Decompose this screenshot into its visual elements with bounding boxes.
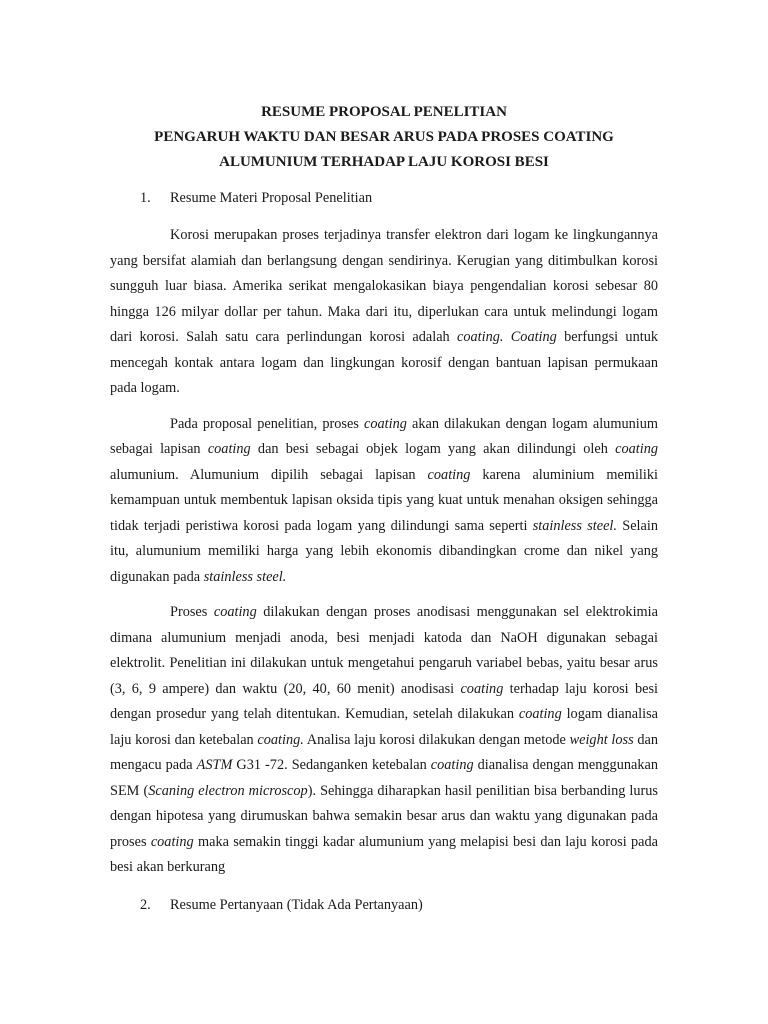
text: logam dianalisa laju korosi dan ketebalan [110,706,658,748]
italic-term: coating [363,415,407,432]
paragraph-proses [110,600,658,881]
section-number: 2. [140,896,151,913]
text: G31 -72. Sedanganken ketebalan [232,757,431,773]
text: dan besi sebagai objek logam yang akan dilindungi oleh [250,441,616,457]
italic-term: coating [460,680,504,697]
italic-term: Scaning electron microscop [148,782,308,799]
section-label: Resume Materi Proposal Penelitian [170,190,373,206]
section-heading-2 [140,893,658,918]
text: Analisa laju korosi dilakukan dengan metode [303,731,570,748]
paragraph-proposal [110,412,658,591]
text: dianalisa dengan menggunakan SEM ( [110,757,658,799]
text: terhadap laju korosi besi dengan prosedur yang telah ditentukan. Kemudian, setelah dilakukan [110,680,658,722]
paragraph-korosi [110,223,658,402]
italic-term: coating [213,604,257,620]
text: akan dilakukan dengan logam alumunium sebagai lapisan [110,415,658,457]
text: Selain itu, alumunium memiliki harga yang lebih ekonomis dibandingkan crome dan nikel yang digunakan pada [110,517,658,585]
italic-term: weight loss [569,731,634,748]
text: alumunium. Alumunium dipilih sebagai lapisan [110,466,428,483]
italic-term: coating [518,706,562,722]
italic-term: stainless steel. [203,568,287,585]
italic-term: coating [150,833,194,850]
title-line-1: RESUME PROPOSAL PENELITIAN [261,104,507,120]
title-line-2: PENGARUH WAKTU DAN BESAR ARUS PADA PROSES COATING [154,129,614,145]
italic-term: ASTM [196,757,233,773]
section-label: Resume Pertanyaan (Tidak Ada Pertanyaan) [170,896,423,913]
text: dilakukan dengan proses anodisasi menggunakan sel elektrokimia dimana alumunium menjadi anoda, besi menjadi katoda dan NaOH digunakan sebagai elektrolit. Penelitian ini dilakukan untuk mengetahui pengaruh variabel bebas, yaitu besar arus (3, 6, 9 ampere) dan waktu (20, 40, 60 menit) anodisasi [110,604,658,697]
text: Korosi merupakan proses terjadinya transfer elektron dari logam ke lingkungannya yang bersifat alamiah dan berlangsung dengan sendirinya. Kerugian yang ditimbulkan korosi sungguh luar biasa. Amerika serikat mengalokasikan biaya pengendalian korosi sebesar 80 hingga 126 milyar dollar per tahun. Maka dari itu, diperlukan cara untuk melindungi logam dari korosi. Salah satu cara perlindungan korosi adalah [110,227,658,345]
italic-term: coating [615,441,658,457]
section-heading-1 [140,186,658,211]
text: ). Sehingga diharapkan hasil penilitian bisa berbanding lurus dengan hipotesa yang dirumuskan bahwa semakin besar arus dan waktu yang digunakan pada proses [110,782,658,850]
text: berfungsi untuk mencegah kontak antara logam dan lingkungan korosif dengan bantuan lapisan permukaan pada logam. [110,329,659,396]
italic-term: coating [430,757,474,773]
text: Pada proposal penelitian, proses [170,415,364,432]
italic-term: coating [207,441,251,457]
text: karena aluminium memiliki kemampuan untuk membentuk lapisan oksida tipis yang kuat untuk menahan oksigen sehingga tidak terjadi peristiwa korosi pada logam yang dilindungi sama seperti [110,466,658,534]
section-number: 1. [140,190,151,206]
italic-term: coating [427,466,471,483]
title-line-3: ALUMUNIUM TERHADAP LAJU KOROSI BESI [219,154,549,170]
document-title [110,100,658,175]
text: Proses [170,604,214,620]
italic-term: coating. Coating [457,329,557,345]
text: dan mengacu pada [110,731,658,773]
italic-term: coating. [257,731,304,748]
italic-term: stainless steel. [532,517,617,534]
text: maka semakin tinggi kadar alumunium yang melapisi besi dan laju korosi pada besi akan berkurang [110,833,658,875]
